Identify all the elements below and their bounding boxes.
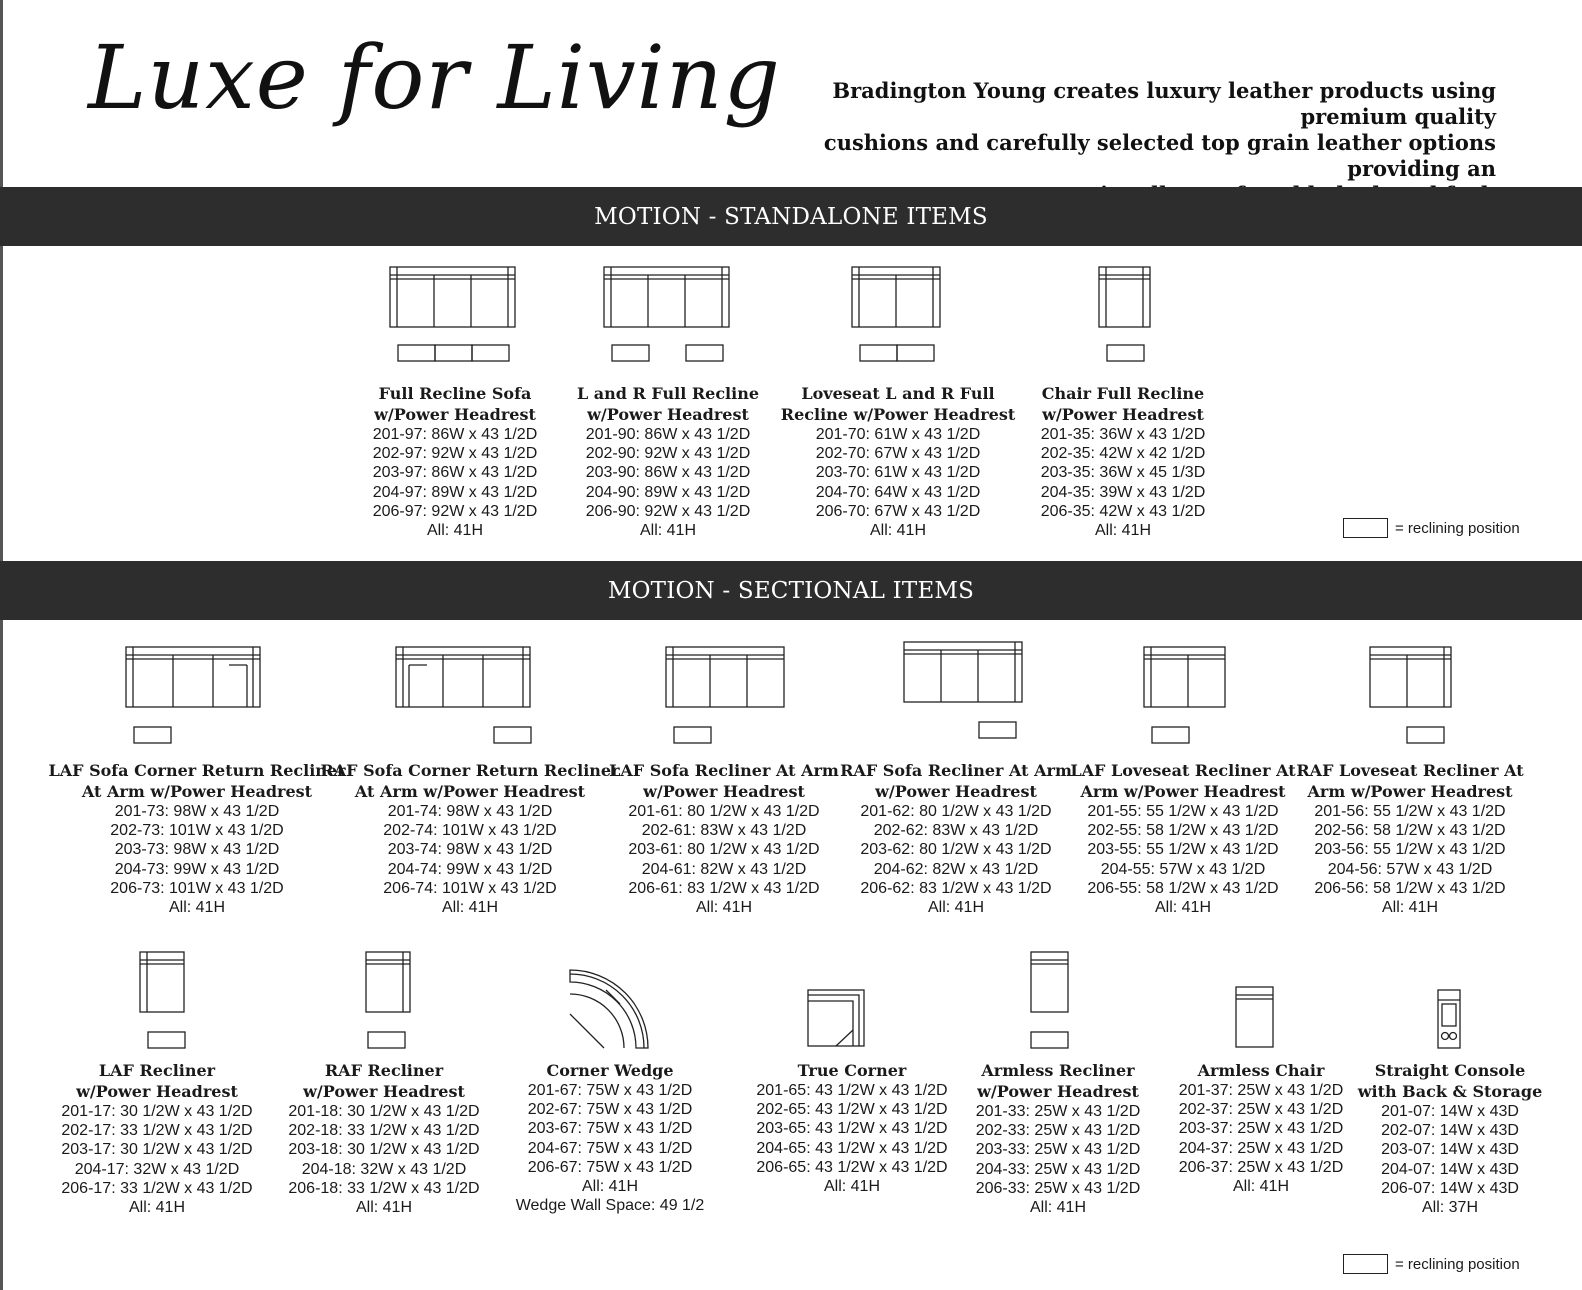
product-spec: 206-62: 83 1/2W x 43 1/2D (860, 879, 1052, 897)
brand-logo: Luxe for Living (88, 26, 781, 129)
product-spec: All: 41H (639, 522, 697, 540)
product-title: RAF Sofa Recliner At Arm (840, 761, 1072, 780)
furniture-drawing (604, 267, 729, 327)
product-spec: 206-55: 58 1/2W x 43 1/2D (1087, 879, 1279, 897)
laf-recliner-drawing (140, 950, 200, 1060)
product-spec: 203-33: 25W x 43 1/2D (975, 1141, 1141, 1159)
product-spec: All: 41H (581, 1178, 639, 1196)
product-spec: 204-90: 89W x 43 1/2D (585, 483, 751, 501)
product-spec: 202-17: 33 1/2W x 43 1/2D (61, 1122, 253, 1140)
product-title: Arm w/Power Headrest (1080, 782, 1286, 801)
product-title: Armless Recliner (981, 1061, 1135, 1080)
reclining-position-icon (979, 722, 1016, 738)
product-title: w/Power Headrest (1042, 405, 1204, 424)
reclining-position-icon (148, 1032, 185, 1048)
raf-recliner-drawing (366, 950, 426, 1060)
reclining-position-icon (368, 1032, 405, 1048)
furniture-drawing (366, 952, 410, 1012)
reclining-position-icon (1343, 1254, 1388, 1274)
product-spec: All: 41H (168, 899, 226, 917)
product-spec: 201-74: 98W x 43 1/2D (387, 803, 553, 820)
laf-loveseat-recliner-drawing (1144, 645, 1234, 745)
product-spec: 202-97: 92W x 43 1/2D (372, 445, 538, 463)
armless-chair-drawing (1236, 985, 1286, 1055)
product-spec: 203-70: 61W x 43 1/2D (815, 464, 981, 482)
reclining-position-icon (1152, 727, 1189, 743)
product-spec: 203-67: 75W x 43 1/2D (527, 1120, 693, 1138)
product-spec: 204-17: 32W x 43 1/2D (74, 1160, 240, 1178)
reclining-position-icon (398, 345, 435, 361)
furniture-drawing (1031, 952, 1068, 1012)
product-title: w/Power Headrest (587, 405, 749, 424)
furniture-drawing (396, 647, 530, 707)
product-spec: 202-62: 83W x 43 1/2D (873, 822, 1039, 840)
product-title: Straight Console (1374, 1061, 1526, 1080)
armless-recliner-drawing (1031, 950, 1081, 1050)
product-spec: 203-18: 30 1/2W x 43 1/2D (288, 1141, 480, 1159)
product-spec: 201-37: 25W x 43 1/2D (1178, 1082, 1344, 1099)
product-spec: 201-56: 55 1/2W x 43 1/2D (1314, 803, 1506, 820)
product-spec: All: 37H (1421, 1199, 1479, 1217)
loveseat-full-recline-drawing (852, 265, 962, 365)
product-spec: 206-61: 83 1/2W x 43 1/2D (628, 879, 820, 897)
product-spec: All: 41H (1232, 1178, 1290, 1196)
furniture-drawing (1370, 647, 1451, 707)
product-title: Recline w/Power Headrest (780, 405, 1016, 424)
product-title: RAF Loveseat Recliner At (1296, 761, 1524, 780)
product-title: L and R Full Recline (576, 384, 760, 403)
product-spec: 202-65: 43 1/2W x 43 1/2D (756, 1101, 948, 1119)
reclining-position-icon (897, 345, 934, 361)
product-spec: All: 41H (1094, 522, 1152, 540)
product-title: Chair Full Recline (1041, 384, 1205, 403)
section-header-sectional (0, 561, 1582, 620)
product-spec: 204-67: 75W x 43 1/2D (527, 1139, 693, 1157)
reclining-position-icon (1343, 518, 1388, 538)
reclining-position-icon (494, 727, 531, 743)
section-header-standalone (0, 187, 1582, 246)
product-spec: 206-97: 92W x 43 1/2D (372, 502, 538, 520)
product-caption (1290, 1060, 1582, 1217)
product-spec: 202-35: 42W x 42 1/2D (1040, 445, 1206, 463)
furniture-drawing (904, 642, 1022, 702)
product-spec: 203-73: 98W x 43 1/2D (114, 841, 280, 859)
product-spec: 204-33: 25W x 43 1/2D (975, 1160, 1141, 1178)
product-title: Loveseat L and R Full (801, 384, 995, 403)
furniture-drawing (1099, 267, 1150, 327)
product-spec: All: 41H (1029, 1199, 1087, 1217)
product-spec: 201-61: 80 1/2W x 43 1/2D (628, 803, 820, 820)
product-title: At Arm w/Power Headrest (354, 782, 586, 801)
raf-sofa-corner-return-drawing (396, 645, 546, 745)
product-spec: 202-70: 67W x 43 1/2D (815, 445, 981, 463)
legend-label: = reclining position (1395, 519, 1520, 537)
product-spec: 204-74: 99W x 43 1/2D (387, 860, 553, 878)
reclining-position-icon (435, 345, 472, 361)
product-spec: 203-97: 86W x 43 1/2D (372, 464, 538, 482)
product-title: LAF Sofa Recliner At Arm (609, 761, 839, 780)
product-title: RAF Recliner (324, 1061, 444, 1080)
product-spec: 206-67: 75W x 43 1/2D (527, 1158, 693, 1176)
reclining-legend (1343, 518, 1520, 538)
product-spec: 204-97: 89W x 43 1/2D (372, 483, 538, 501)
reclining-position-icon (612, 345, 649, 361)
product-spec: 206-33: 25W x 43 1/2D (975, 1179, 1141, 1197)
product-spec: 204-73: 99W x 43 1/2D (114, 860, 280, 878)
product-spec: 204-55: 57W x 43 1/2D (1100, 860, 1266, 878)
product-title: w/Power Headrest (374, 405, 536, 424)
product-spec: 204-56: 57W x 43 1/2D (1327, 860, 1493, 878)
product-spec: 206-35: 42W x 43 1/2D (1040, 502, 1206, 520)
product-spec: 204-70: 64W x 43 1/2D (815, 483, 981, 501)
product-spec: 203-07: 14W x 43D (1381, 1141, 1519, 1159)
l-r-full-recline-sofa-drawing (604, 265, 744, 365)
furniture-drawing (140, 952, 184, 1012)
product-title: LAF Sofa Corner Return Recliner (48, 761, 346, 780)
product-spec: All: 41H (823, 1178, 881, 1196)
product-spec: 201-62: 80 1/2W x 43 1/2D (860, 803, 1052, 820)
raf-loveseat-recliner-drawing (1370, 645, 1460, 745)
product-spec: 203-35: 36W x 45 1/3D (1040, 464, 1206, 482)
reclining-legend (1343, 1254, 1520, 1274)
product-spec: 202-37: 25W x 43 1/2D (1178, 1101, 1344, 1119)
product-spec: 202-61: 83W x 43 1/2D (641, 822, 807, 840)
product-spec: All: 41H (355, 1199, 413, 1217)
product-spec: 201-33: 25W x 43 1/2D (975, 1103, 1141, 1120)
product-spec: 201-90: 86W x 43 1/2D (585, 426, 751, 443)
product-spec: 203-62: 80 1/2W x 43 1/2D (860, 841, 1052, 859)
product-spec: 203-65: 43 1/2W x 43 1/2D (756, 1120, 948, 1138)
product-spec: 201-18: 30 1/2W x 43 1/2D (288, 1103, 480, 1120)
product-title: w/Power Headrest (977, 1082, 1139, 1101)
product-spec: 202-74: 101W x 43 1/2D (383, 822, 557, 840)
product-spec: 206-73: 101W x 43 1/2D (110, 879, 284, 897)
legend-label: = reclining position (1395, 1255, 1520, 1273)
product-spec: 202-73: 101W x 43 1/2D (110, 822, 284, 840)
product-title: LAF Recliner (98, 1061, 216, 1080)
intro-line: cushions and carefully selected top grain leather options providing an (823, 130, 1496, 181)
reclining-position-icon (860, 345, 897, 361)
product-spec: 201-07: 14W x 43D (1381, 1103, 1519, 1120)
product-spec: 203-56: 55 1/2W x 43 1/2D (1314, 841, 1506, 859)
product-spec: 202-67: 75W x 43 1/2D (527, 1101, 693, 1119)
furniture-drawing (126, 647, 260, 707)
product-spec: 206-74: 101W x 43 1/2D (383, 879, 557, 897)
product-spec: 201-55: 55 1/2W x 43 1/2D (1087, 803, 1279, 820)
laf-sofa-corner-return-drawing (126, 645, 276, 745)
product-title: LAF Loveseat Recliner At (1070, 761, 1296, 780)
product-spec: Wedge Wall Space: 49 1/2 (515, 1197, 705, 1215)
reclining-position-icon (1407, 727, 1444, 743)
product-spec: 206-70: 67W x 43 1/2D (815, 502, 981, 520)
intro-line: Bradington Young creates luxury leather products using premium quality (832, 78, 1496, 129)
product-spec: 202-55: 58 1/2W x 43 1/2D (1087, 822, 1279, 840)
product-spec: All: 41H (441, 899, 499, 917)
reclining-position-icon (1107, 345, 1144, 361)
straight-console-drawing (1438, 990, 1468, 1050)
product-title: At Arm w/Power Headrest (81, 782, 313, 801)
product-spec: 206-56: 58 1/2W x 43 1/2D (1314, 879, 1506, 897)
reclining-position-icon (1031, 1032, 1068, 1048)
product-title: Corner Wedge (546, 1061, 674, 1080)
product-title: w/Power Headrest (303, 1082, 465, 1101)
furniture-drawing (666, 647, 784, 707)
product-spec: 201-73: 98W x 43 1/2D (114, 803, 280, 820)
product-spec: All: 41H (128, 1199, 186, 1217)
furniture-drawing (1144, 647, 1225, 707)
product-title: Full Recline Sofa (378, 384, 532, 403)
product-spec: All: 41H (426, 522, 484, 540)
product-title: w/Power Headrest (875, 782, 1037, 801)
product-spec: 202-56: 58 1/2W x 43 1/2D (1314, 822, 1506, 840)
product-spec: 204-65: 43 1/2W x 43 1/2D (756, 1139, 948, 1157)
product-caption (1250, 760, 1570, 917)
product-spec: 202-90: 92W x 43 1/2D (585, 445, 751, 463)
section-title: MOTION - SECTIONAL ITEMS (607, 577, 975, 604)
product-spec: 202-33: 25W x 43 1/2D (975, 1122, 1141, 1140)
product-spec: 204-62: 82W x 43 1/2D (873, 860, 1039, 878)
product-spec: All: 41H (695, 899, 753, 917)
corner-wedge-drawing (570, 970, 660, 1060)
product-spec: All: 41H (1154, 899, 1212, 917)
product-spec: All: 41H (927, 899, 985, 917)
product-spec: 201-65: 43 1/2W x 43 1/2D (756, 1082, 948, 1099)
product-title: with Back & Storage (1357, 1082, 1543, 1101)
furniture-drawing (1236, 987, 1273, 1047)
product-title: w/Power Headrest (76, 1082, 238, 1101)
product-title: Armless Chair (1197, 1061, 1325, 1080)
product-spec: 202-07: 14W x 43D (1381, 1122, 1519, 1140)
product-caption (963, 383, 1283, 540)
product-title: Arm w/Power Headrest (1307, 782, 1513, 801)
product-spec: 206-07: 14W x 43D (1381, 1179, 1519, 1197)
product-spec: 201-97: 86W x 43 1/2D (372, 426, 538, 443)
product-title: True Corner (797, 1061, 907, 1080)
product-spec: 204-61: 82W x 43 1/2D (641, 860, 807, 878)
reclining-position-icon (472, 345, 509, 361)
product-spec: 203-74: 98W x 43 1/2D (387, 841, 553, 859)
product-spec: 204-37: 25W x 43 1/2D (1178, 1139, 1344, 1157)
product-spec: 201-70: 61W x 43 1/2D (815, 426, 981, 443)
product-spec: 201-17: 30 1/2W x 43 1/2D (61, 1103, 253, 1120)
raf-sofa-recliner-at-arm-drawing (904, 640, 1034, 740)
chair-full-recline-drawing (1099, 265, 1159, 365)
product-spec: 201-67: 75W x 43 1/2D (527, 1082, 693, 1099)
product-spec: 206-65: 43 1/2W x 43 1/2D (756, 1158, 948, 1176)
product-spec: 204-07: 14W x 43D (1381, 1160, 1519, 1178)
reclining-position-icon (674, 727, 711, 743)
full-recline-sofa-drawing (390, 265, 530, 365)
product-spec: 206-18: 33 1/2W x 43 1/2D (288, 1179, 480, 1197)
product-spec: 203-61: 80 1/2W x 43 1/2D (628, 841, 820, 859)
product-spec: 203-90: 86W x 43 1/2D (585, 464, 751, 482)
true-corner-drawing (808, 990, 868, 1050)
product-spec: 206-37: 25W x 43 1/2D (1178, 1158, 1344, 1176)
reclining-position-icon (134, 727, 171, 743)
section-title: MOTION - STANDALONE ITEMS (594, 203, 988, 230)
product-spec: 203-17: 30 1/2W x 43 1/2D (61, 1141, 253, 1159)
product-spec: 204-35: 39W x 43 1/2D (1040, 483, 1206, 501)
product-spec: 206-90: 92W x 43 1/2D (585, 502, 751, 520)
product-spec: All: 41H (1381, 899, 1439, 917)
product-title: RAF Sofa Corner Return Recliner (320, 761, 620, 780)
furniture-drawing (390, 267, 515, 327)
product-spec: 204-18: 32W x 43 1/2D (301, 1160, 467, 1178)
product-spec: 203-55: 55 1/2W x 43 1/2D (1087, 841, 1279, 859)
product-spec: 203-37: 25W x 43 1/2D (1178, 1120, 1344, 1138)
product-spec: All: 41H (869, 522, 927, 540)
product-spec: 201-35: 36W x 43 1/2D (1040, 426, 1206, 443)
laf-sofa-recliner-at-arm-drawing (666, 645, 796, 745)
product-spec: 206-17: 33 1/2W x 43 1/2D (61, 1179, 253, 1197)
product-spec: 202-18: 33 1/2W x 43 1/2D (288, 1122, 480, 1140)
product-title: w/Power Headrest (643, 782, 805, 801)
reclining-position-icon (686, 345, 723, 361)
furniture-drawing (852, 267, 940, 327)
product-caption (37, 760, 357, 917)
